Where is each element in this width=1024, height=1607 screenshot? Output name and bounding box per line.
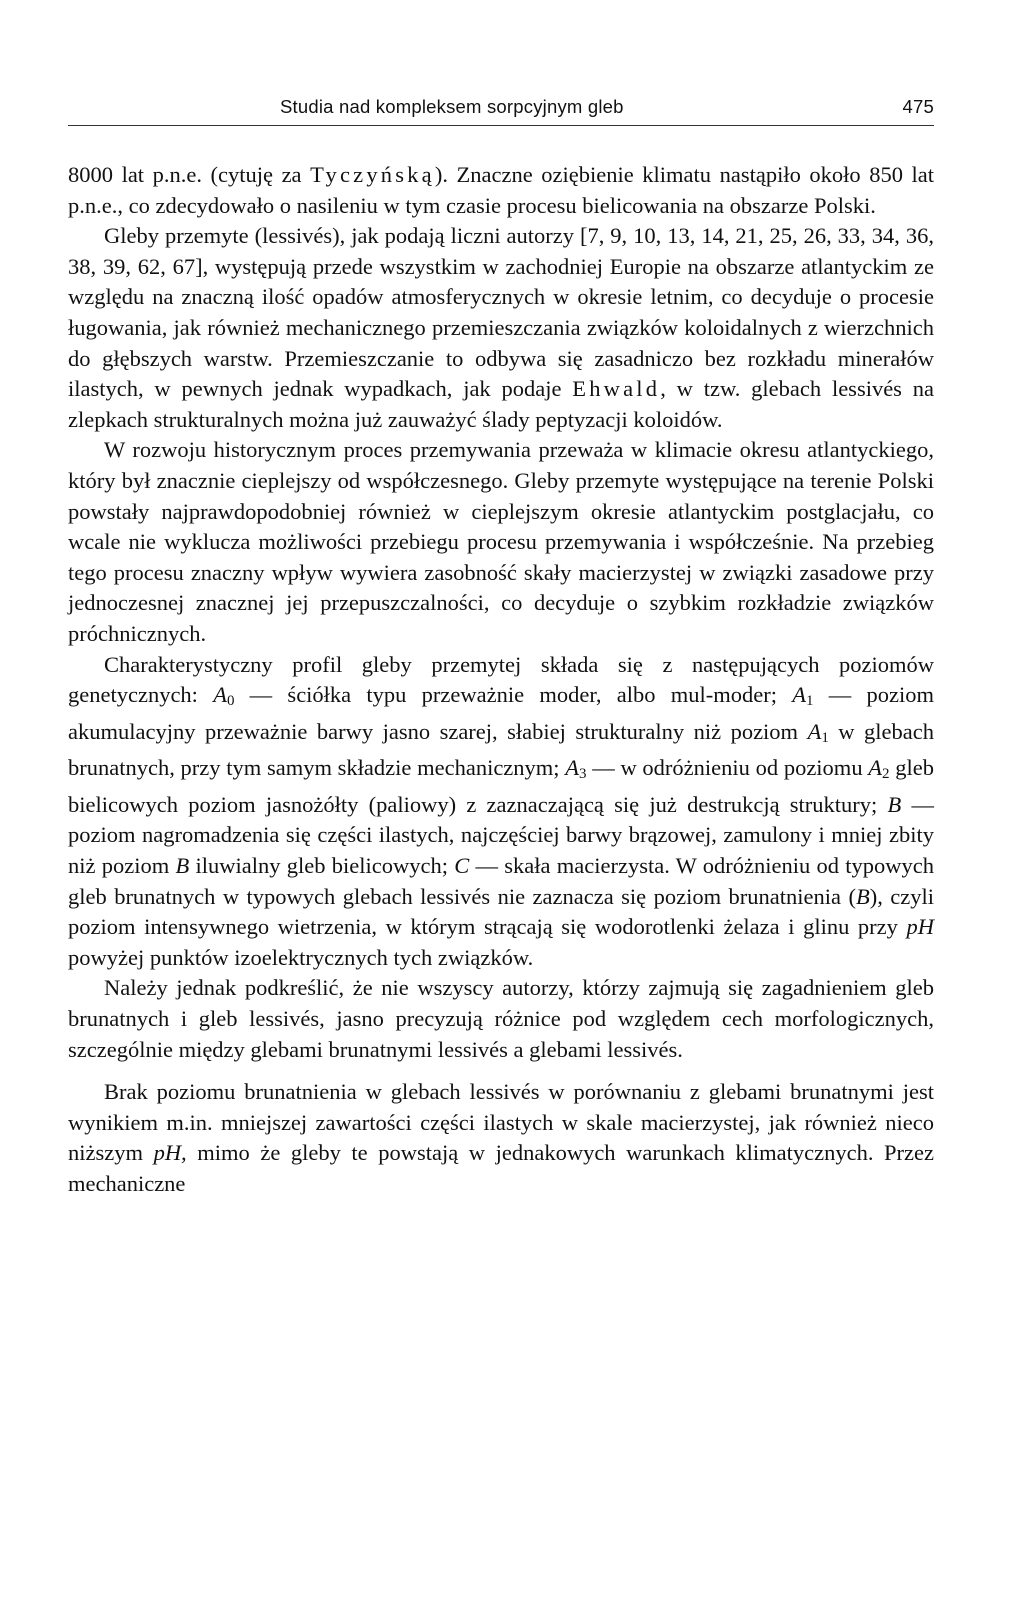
ph-symbol: pH, (153, 1140, 187, 1166)
text-run: ). Znaczne oziębienie klimatu nastąpiło około 850 lat p.n.e., co zdecydowało o nasileniu w tym czasie procesu bielicowania na obszarze Polski. (68, 162, 934, 218)
horizon-symbol: A (807, 718, 822, 744)
text-run: — poziom nagromadzenia się części ilastych, najczęściej barwy brązowej, zamulony i mniej zbity niż poziom (68, 791, 934, 879)
text-run: 8000 lat p.n.e. (cytuję za (68, 162, 311, 187)
text-run: Charakterystyczny profil gleby przemytej składa się z następujących poziomów genetycznych: (68, 651, 934, 708)
horizon-symbol: A (213, 682, 227, 708)
page (68, 96, 934, 1200)
text-run: — ściółka typu przeważnie moder, albo mul-moder; (234, 682, 793, 708)
text-run: — poziom akumulacyjny przeważnie barwy jasno szarej, słabiej strukturalny niż poziom (68, 682, 935, 744)
running-header (68, 96, 934, 126)
text-run: — w odróżnieniu od poziomu (586, 755, 869, 781)
horizon-index: 2 (882, 766, 890, 783)
text-run: — skała macierzysta. W odróżnieniu od typowych gleb brunatnych w typowych glebach lessivés nie zaznacza się poziom brunatnienia ( (68, 853, 934, 909)
page-number: 475 (902, 96, 934, 117)
paragraph-1 (68, 160, 934, 221)
text-run: , w tzw. glebach lessivés na zlepkach strukturalnych można już zauważyć ślady peptyzacji koloidów. (68, 376, 934, 432)
ph-symbol: pH (906, 914, 934, 940)
author-name: Ehwald (572, 376, 661, 402)
paragraph-6 (68, 1077, 934, 1199)
paragraph-4 (68, 650, 934, 974)
body-text (68, 160, 934, 1200)
horizon-index: 0 (226, 693, 235, 710)
horizon-symbol: A (565, 755, 580, 781)
horizon-symbol: B (855, 883, 870, 909)
horizon-index: 1 (821, 729, 829, 746)
horizon-symbol: B (175, 853, 190, 879)
text-run: mimo że gleby te powstają w jednakowych warunkach klimatycznych. Przez mechaniczne (68, 1140, 935, 1196)
horizon-symbol: B (887, 791, 902, 817)
paragraph-2 (68, 221, 934, 435)
text-run: w glebach brunatnych, przy tym samym składzie mechanicznym; (68, 718, 935, 781)
paragraph-3: W rozwoju historycznym proces przemywania przeważa w klimacie okresu atlantyckiego, który był znacznie cieplejszy od współczesnego. Gleby przemyte występujące na terenie Polski powstały najprawdopodobniej również w cieplejszym okresie atlantyckim postglacjału, co wcale nie wyklucza możliwości przebiegu procesu przemywania i współcześnie. Na przebieg tego procesu znaczny wpływ wywiera zasobność skały macierzystej w związki zasadowe przy jednoczesnej znacznej jej przepuszczalności, co decyduje o szybkim rozkładzie związków próchnicznych. (68, 437, 934, 646)
text-run: Brak poziomu brunatnienia w glebach lessivés w porównaniu z glebami brunatnymi jest wynikiem m.in. mniejszej zawartości części ilastych w skale macierzystej, jak również nieco niższym (68, 1079, 934, 1166)
horizon-symbol: A (792, 682, 807, 708)
text-run: Gleby przemyte (lessivés), jak podają liczni autorzy [7, 9, 10, 13, 14, 21, 25, 26, 33, 34, 36, 38, 39, 62, 67], występują przede wszystkim w zachodniej Europie na obszarze atlantyckim ze względu na znaczną ilość opadów atmosferycznych w okresie letnim, co decyduje o procesie ługowania, jak również mechanicznego przemieszczania związków koloidalnych z wierzchnich do głębszych warstw. Przemieszczanie to odbywa się zasadniczo bez rozkładu minerałów ilastych, w pewnych jednak wypadkach, jak podaje (68, 223, 934, 402)
horizon-symbol: A (868, 755, 883, 781)
running-title: Studia nad kompleksem sorpcyjnym gleb (280, 96, 624, 117)
horizon-index: 1 (806, 693, 814, 710)
text-run: ), czyli poziom intensywnego wietrzenia, w którym strącają się wodorotlenki żelaza i glinu przy (68, 883, 934, 940)
author-name: Tyczyńską (310, 162, 435, 187)
horizon-symbol: C (454, 853, 470, 879)
text-run: powyżej punktów izoelektrycznych tych związków. (68, 944, 534, 970)
horizon-index: 3 (579, 766, 587, 783)
paragraph-5: Należy jednak podkreślić, że nie wszyscy autorzy, którzy zajmują się zagadnieniem gleb brunatnych i gleb lessivés, jasno precyzują różnice pod względem cech morfologicznych, szczególnie między glebami brunatnymi lessivés a glebami lessivés. (68, 975, 934, 1062)
text-run: gleb bielicowych poziom jasnożółty (paliowy) z zaznaczającą się już destrukcją struktury; (68, 755, 934, 817)
text-run: iluwialny gleb bielicowych; (189, 853, 455, 879)
